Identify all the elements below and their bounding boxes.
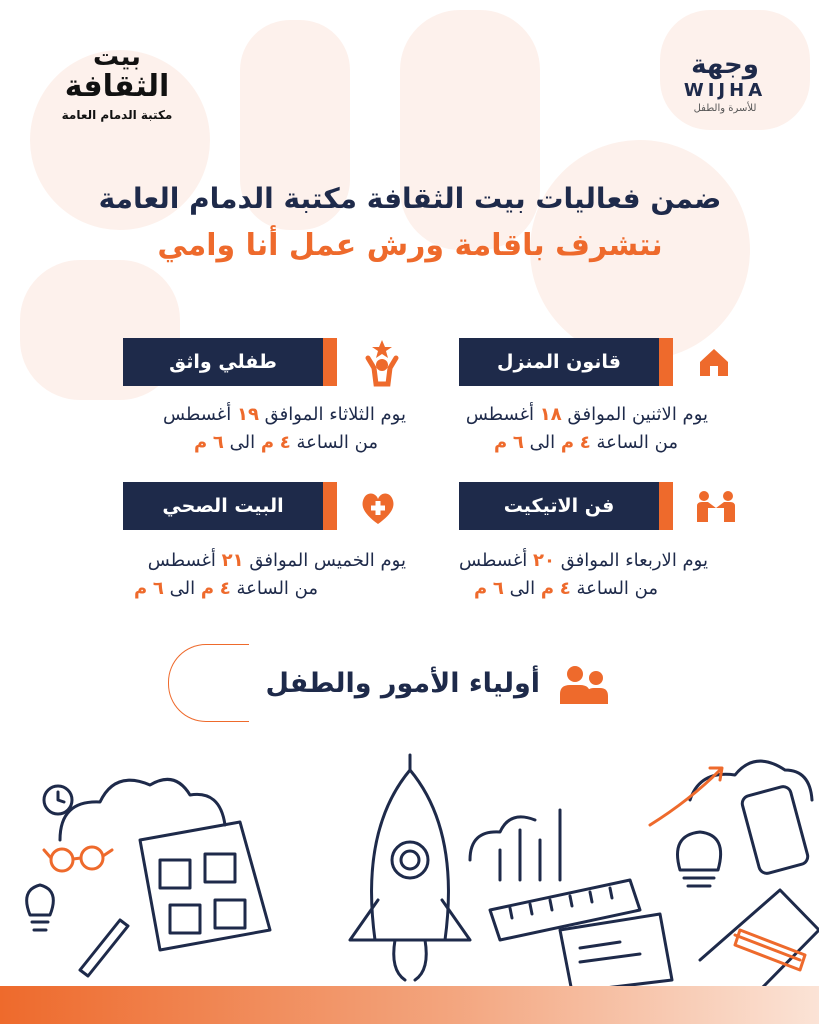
workshop-card: [96, 338, 416, 458]
doodle-illustration: [0, 730, 819, 990]
wijha-english: WIJHA: [683, 80, 767, 101]
house-icon: [696, 344, 732, 380]
workshop-date-line: يوم الاربعاء الموافق ٢٠ أغسطس: [459, 550, 708, 571]
heart-plus-icon: [358, 488, 398, 528]
workshop-time-line: من الساعة ٤ م الى ٦ م: [493, 432, 678, 453]
audience-label: أولياء الأمور والطفل: [265, 668, 540, 699]
workshop-time-line: من الساعة ٤ م الى ٦ م: [473, 578, 658, 599]
workshop-time-line: من الساعة ٤ م الى ٦ م: [193, 432, 378, 453]
workshop-card: [80, 482, 416, 602]
bait-althaqafa-logo: [52, 44, 182, 122]
workshop-card: [420, 338, 750, 458]
wijha-logo: [670, 50, 780, 114]
logo-left-line2: الثقافة: [64, 69, 170, 104]
workshop-title: فن الاتيكيت: [459, 482, 659, 530]
workshop-title: البيت الصحي: [123, 482, 323, 530]
wijha-tagline: للأسرة والطفل: [693, 103, 757, 114]
logo-left-line1: بيت: [93, 42, 141, 72]
workshop-title: قانون المنزل: [459, 338, 659, 386]
logo-left-line3: مكتبة الدمام العامة: [61, 108, 173, 122]
people-icon: [558, 664, 610, 706]
workshop-title: طفلي واثق: [123, 338, 323, 386]
wijha-arabic: وجهة: [691, 50, 759, 80]
workshop-date-line: يوم الثلاثاء الموافق ١٩ أغسطس: [163, 404, 406, 425]
workshop-date-line: يوم الخميس الموافق ٢١ أغسطس: [147, 550, 406, 571]
handshake-people-icon: [694, 488, 738, 524]
confident-child-icon: [362, 338, 402, 388]
workshop-card: [420, 482, 750, 602]
workshop-time-line: من الساعة ٤ م الى ٦ م: [133, 578, 318, 599]
headline-line2: نتشرف باقامة ورش عمل أنا وامي: [157, 228, 663, 263]
footer-bar: [0, 986, 819, 1024]
headline-line1: ضمن فعاليات بيت الثقافة مكتبة الدمام العامة: [98, 182, 722, 215]
workshop-date-line: يوم الاثنين الموافق ١٨ أغسطس: [465, 404, 708, 425]
